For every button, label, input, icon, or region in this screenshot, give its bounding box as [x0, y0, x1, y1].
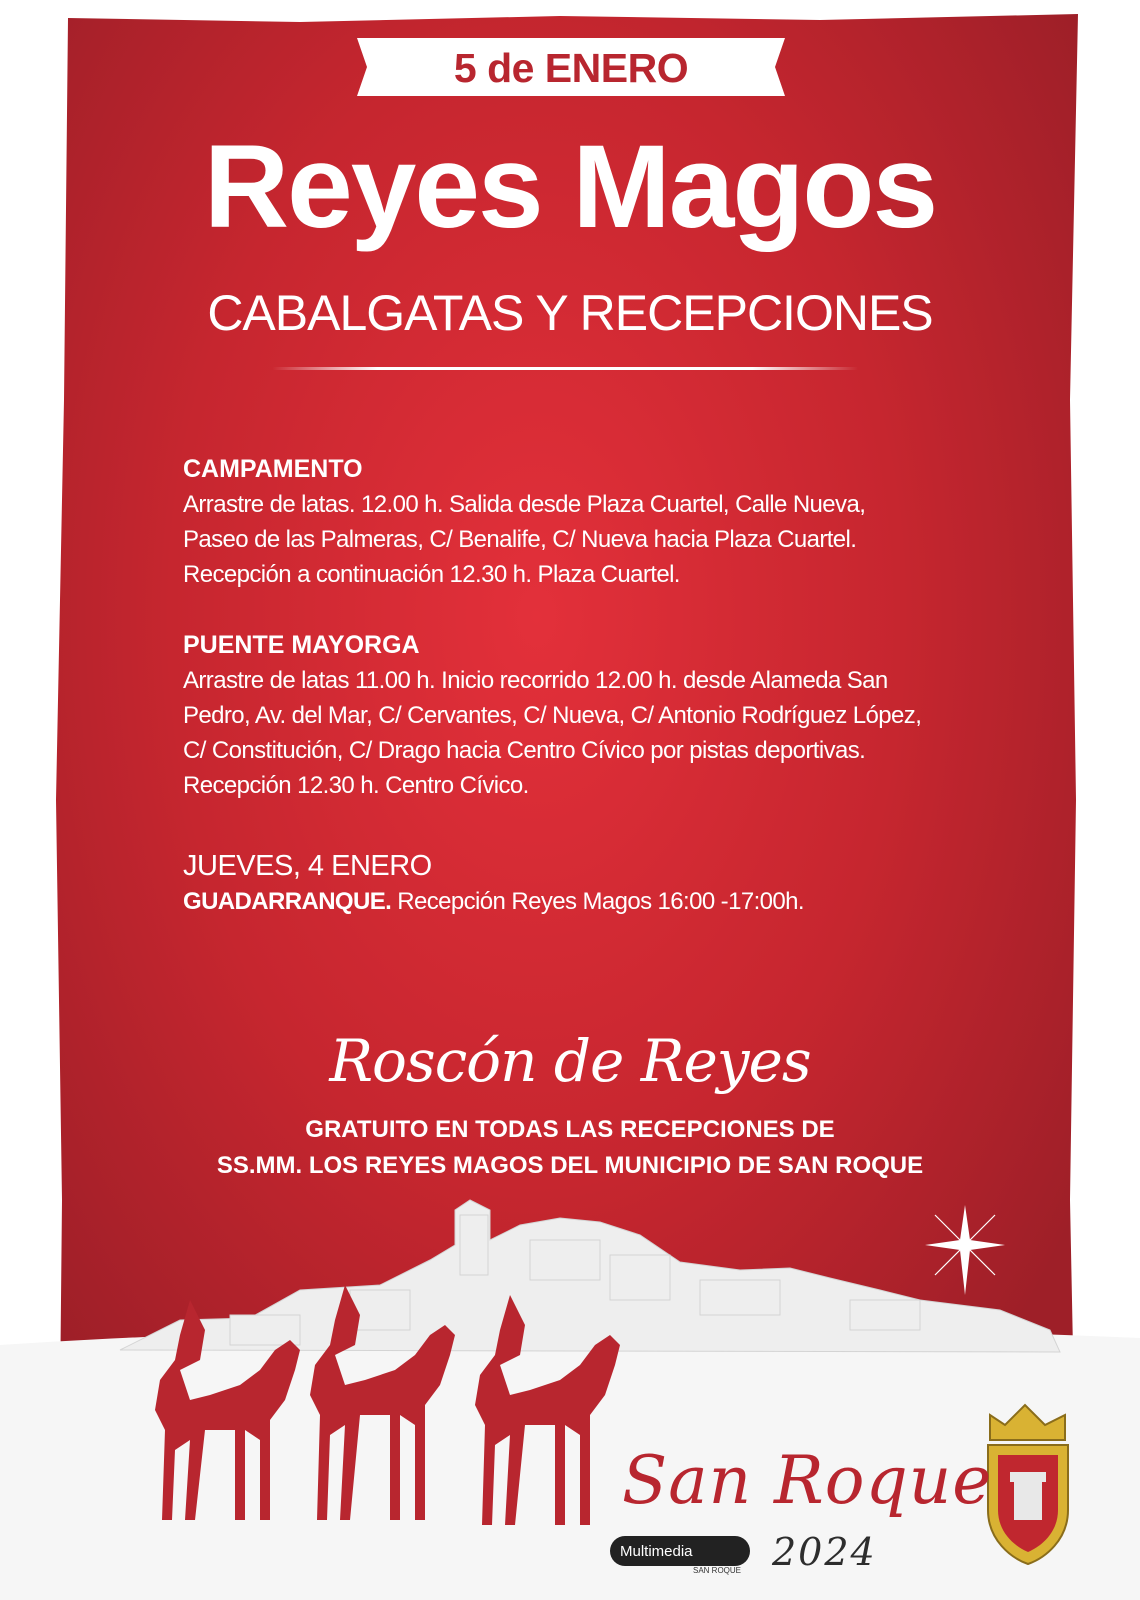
- thursday-day: JUEVES, 4 ENERO: [183, 850, 432, 882]
- multimedia-logo: [610, 1536, 750, 1566]
- roscon-note: [0, 1112, 1140, 1184]
- section-campamento: [183, 452, 963, 592]
- thursday-line: [183, 884, 963, 920]
- thursday-detail: Recepción Reyes Magos 16:00 -17:00h.: [397, 888, 804, 915]
- town-name: San Roque: [622, 1442, 993, 1519]
- roscon-line: GRATUITO EN TODAS LAS RECEPCIONES DE: [305, 1116, 835, 1143]
- roscon-line: SS.MM. LOS REYES MAGOS DEL MUNICIPIO DE SAN ROQUE: [216, 1152, 924, 1179]
- section-line: Arrastre de latas. 12.00 h. Salida desde Plaza Cuartel, Calle Nueva,: [183, 491, 866, 518]
- thursday-place: GUADARRANQUE.: [183, 888, 392, 915]
- roscon-title: Roscón de Reyes: [329, 1027, 811, 1095]
- section-thursday: [183, 848, 963, 920]
- section-puente-mayorga: [183, 628, 963, 803]
- subtitle: CABALGATAS Y RECEPCIONES: [207, 285, 933, 341]
- section-line: Recepción a continuación 12.30 h. Plaza Cuartel.: [183, 561, 680, 588]
- section-line: Paseo de las Palmeras, C/ Benalife, C/ Nueva hacia Plaza Cuartel.: [183, 526, 857, 553]
- section-line: Pedro, Av. del Mar, C/ Cervantes, C/ Nueva, C/ Antonio Rodríguez López,: [183, 702, 922, 729]
- section-line: Arrastre de latas 11.00 h. Inicio recorrido 12.00 h. desde Alameda San: [183, 667, 888, 694]
- section-line: C/ Constitución, C/ Drago hacia Centro Cívico por pistas deportivas.: [183, 737, 866, 764]
- year: 2024: [772, 1530, 877, 1574]
- section-heading: CAMPAMENTO: [183, 455, 363, 483]
- logo-text: Multimedia: [620, 1542, 693, 1560]
- page-title: Reyes Magos: [203, 121, 937, 253]
- date-banner: 5 de ENERO: [453, 44, 689, 91]
- section-heading: PUENTE MAYORGA: [183, 631, 420, 659]
- logo-subtext: SAN ROQUE: [693, 1566, 742, 1575]
- divider: [272, 367, 858, 370]
- section-line: Recepción 12.30 h. Centro Cívico.: [183, 772, 529, 799]
